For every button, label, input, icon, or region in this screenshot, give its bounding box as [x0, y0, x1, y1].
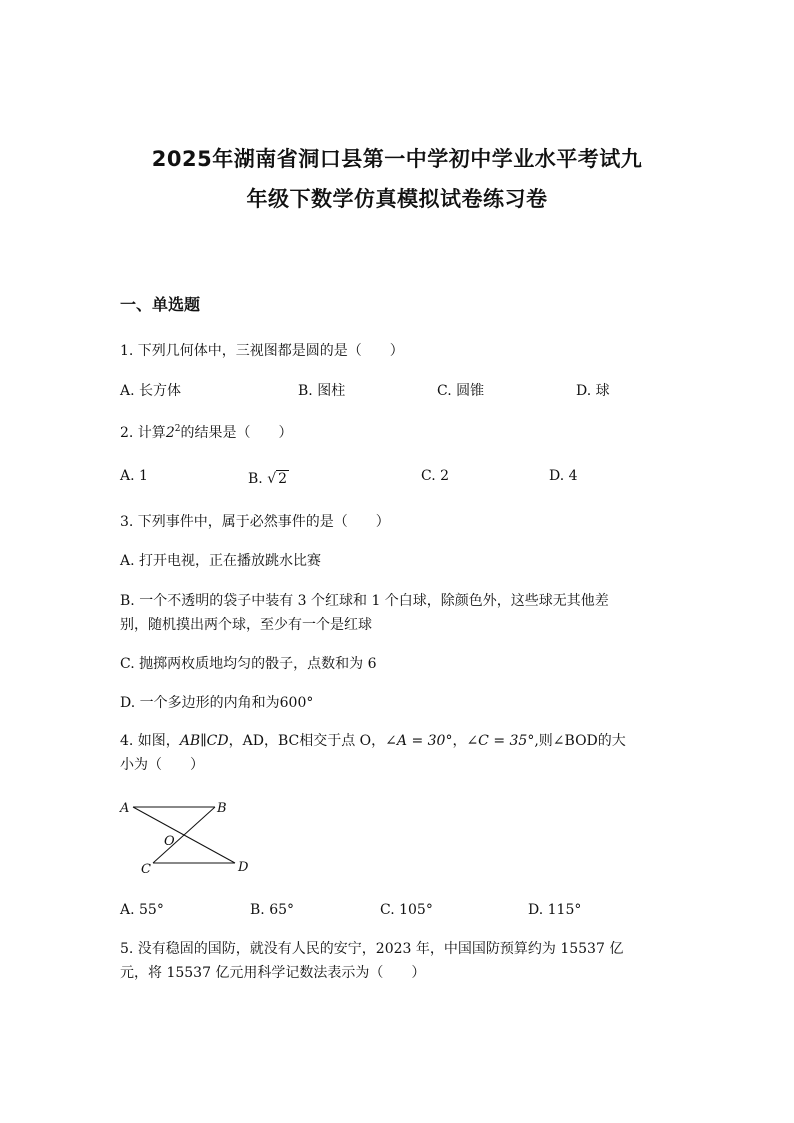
question-1-option-b: B. 图柱: [298, 383, 346, 399]
point-label-d: D: [238, 860, 249, 875]
point-label-o: O: [164, 834, 175, 849]
document-title-line1: 2025年湖南省洞口县第一中学初中学业水平考试九: [151, 147, 643, 171]
question-2-base: 2: [165, 425, 175, 441]
question-2-exponent: 2: [174, 424, 181, 434]
question-3-option-b-line2: 别，随机摸出两个球，至少有一个是红球: [120, 617, 372, 633]
question-2-option-a: A. 1: [120, 468, 148, 484]
sqrt-symbol: √ 2: [267, 471, 288, 487]
question-4-option-c: C. 105°: [380, 902, 433, 918]
question-2-option-b-radicand: 2: [278, 471, 288, 487]
question-3-option-a: A. 打开电视，正在播放跳水比赛: [120, 553, 322, 569]
question-2-option-c: C. 2: [421, 468, 450, 484]
question-4-text-line2: 小为（ ）: [120, 757, 204, 773]
question-3-option-d: D. 一个多边形的内角和为600°: [120, 695, 314, 711]
question-2-prefix: 2. 计算: [120, 425, 166, 441]
question-2-text: [120, 418, 292, 444]
question-4-end: ,则∠BOD的大: [534, 733, 626, 749]
question-4-option-a: A. 55°: [120, 902, 164, 918]
section-heading: 一、单选题: [120, 295, 201, 314]
question-4-parallel: AB∥CD: [179, 733, 229, 749]
question-5-line2: 元，将 15537 亿元用科学记数法表示为（ ）: [120, 965, 426, 981]
question-3-option-b-line1: B. 一个不透明的袋子中装有 3 个红球和 1 个白球，除颜色外，这些球无其他差: [120, 593, 609, 609]
question-5-line1: 5. 没有稳固的国防，就没有人民的安宁，2023 年，中国国防预算约为 15537 亿: [120, 941, 624, 957]
geometry-figure: [115, 795, 265, 880]
question-2-option-d: D. 4: [549, 468, 578, 484]
question-1-option-c: C. 圆锥: [437, 383, 485, 399]
point-label-b: B: [217, 801, 227, 816]
question-3-text: 3. 下列事件中，属于必然事件的是（ ）: [120, 514, 390, 530]
question-2-option-b: [248, 468, 289, 490]
point-label-c: C: [141, 862, 151, 877]
question-4-option-b: B. 65°: [250, 902, 295, 918]
question-4-option-d: D. 115°: [528, 902, 582, 918]
question-4-sep: ，: [452, 733, 467, 749]
question-2-option-b-label: B.: [248, 471, 263, 487]
question-4-angle-c: ∠C = 35°: [466, 733, 535, 749]
question-4-text-line1: [120, 730, 626, 752]
question-4-angle-a: ∠A = 30°: [385, 733, 453, 749]
document-title-line2: 年级下数学仿真模拟试卷练习卷: [246, 187, 548, 211]
question-1-option-a: A. 长方体: [120, 383, 182, 399]
point-label-a: A: [120, 801, 130, 816]
segment-bc: [153, 807, 215, 863]
question-3-option-c: C. 抛掷两枚质地均匀的骰子，点数和为 6: [120, 656, 377, 672]
question-4-prefix: 4. 如图，: [120, 733, 180, 749]
question-1-text: 1. 下列几何体中，三视图都是圆的是（ ）: [120, 343, 404, 359]
question-2-suffix: 的结果是（ ）: [180, 425, 293, 441]
question-4-mid: ，AD，BC相交于点 O，: [228, 733, 386, 749]
question-1-option-d: D. 球: [576, 383, 610, 399]
